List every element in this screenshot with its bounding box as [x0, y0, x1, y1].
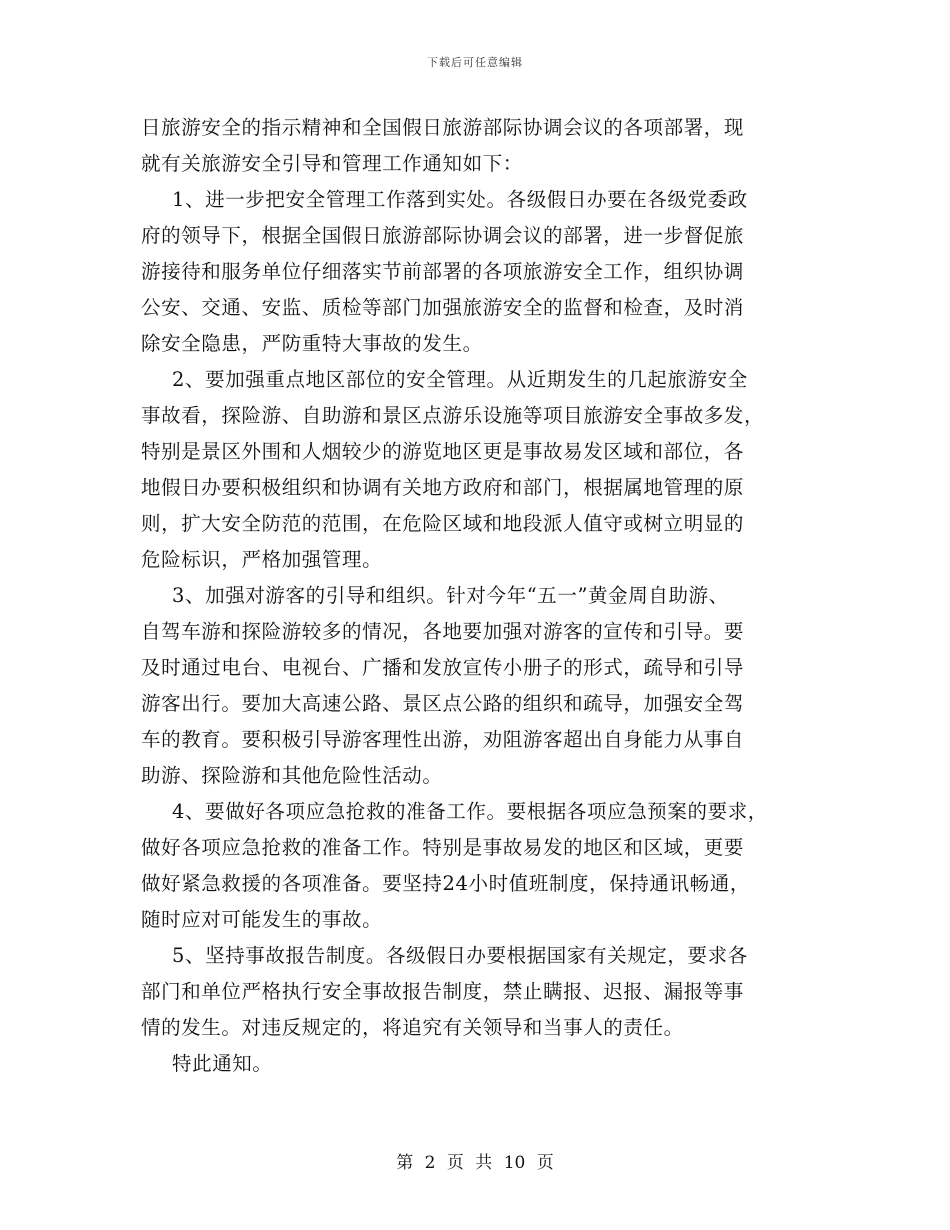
document-body — [141, 110, 821, 1082]
body-line: 助游、探险游和其他危险性活动。 — [141, 764, 443, 787]
body-line: 事故看，探险游、自助游和景区点游乐设施等项目旅游安全事故多发， — [141, 404, 765, 427]
body-line: 自驾车游和探险游较多的情况，各地要加强对游客的宣传和引导。要 — [141, 620, 745, 643]
body-line: 特别是景区外围和人烟较少的游览地区更是事故易发区域和部位，各 — [141, 440, 745, 463]
page-number: 第 2 页 共 10 页 — [396, 1153, 554, 1173]
body-line: 随时应对可能发生的事故。 — [141, 908, 383, 931]
body-line: 地假日办要积极组织和协调有关地方政府和部门，根据属地管理的原 — [141, 476, 745, 499]
body-line: 府的领导下，根据全国假日旅游部际协调会议的部署，进一步督促旅 — [141, 224, 745, 247]
body-line: 日旅游安全的指示精神和全国假日旅游部际协调会议的各项部署，现 — [141, 116, 745, 139]
body-line: 情的发生。对违反规定的，将追究有关领导和当事人的责任。 — [141, 1016, 684, 1039]
body-line: 部门和单位严格执行安全事故报告制度，禁止瞒报、迟报、漏报等事 — [141, 980, 745, 1003]
body-line: 游客出行。要加大高速公路、景区点公路的组织和疏导，加强安全驾 — [141, 692, 745, 715]
page-header: 下载后可任意编辑 — [427, 56, 523, 69]
body-line: 及时通过电台、电视台、广播和发放宣传小册子的形式，疏导和引导 — [141, 656, 745, 679]
paragraph-start: 1、进一步把安全管理工作落到实处。各级假日办要在各级党委政 — [172, 188, 748, 211]
body-line: 做好各项应急抢救的准备工作。特别是事故易发的地区和区域，更要 — [141, 836, 745, 859]
body-line: 游接待和服务单位仔细落实节前部署的各项旅游安全工作，组织协调 — [141, 260, 745, 283]
paragraph-start: 2、要加强重点地区部位的安全管理。从近期发生的几起旅游安全 — [172, 368, 748, 391]
paragraph-start: 4、要做好各项应急抢救的准备工作。要根据各项应急预案的要求， — [172, 800, 768, 823]
body-line: 做好紧急救援的各项准备。要坚持24小时值班制度，保持通讯畅通， — [141, 872, 750, 895]
paragraph-start: 3、加强对游客的引导和组织。针对今年“五一”黄金周自助游、 — [172, 584, 729, 607]
body-line: 除安全隐患，严防重特大事故的发生。 — [141, 332, 483, 355]
body-line: 则，扩大安全防范的范围，在危险区域和地段派人值守或树立明显的 — [141, 512, 745, 535]
body-line: 公安、交通、安监、质检等部门加强旅游安全的监督和检查，及时消 — [141, 296, 745, 319]
body-line: 就有关旅游安全引导和管理工作通知如下： — [141, 152, 523, 175]
body-line: 危险标识，严格加强管理。 — [141, 548, 383, 571]
paragraph-start: 5、坚持事故报告制度。各级假日办要根据国家有关规定，要求各 — [172, 944, 748, 967]
body-line: 车的教育。要积极引导游客理性出游，劝阻游客超出自身能力从事自 — [141, 728, 745, 751]
closing-line: 特此通知。 — [172, 1052, 273, 1075]
